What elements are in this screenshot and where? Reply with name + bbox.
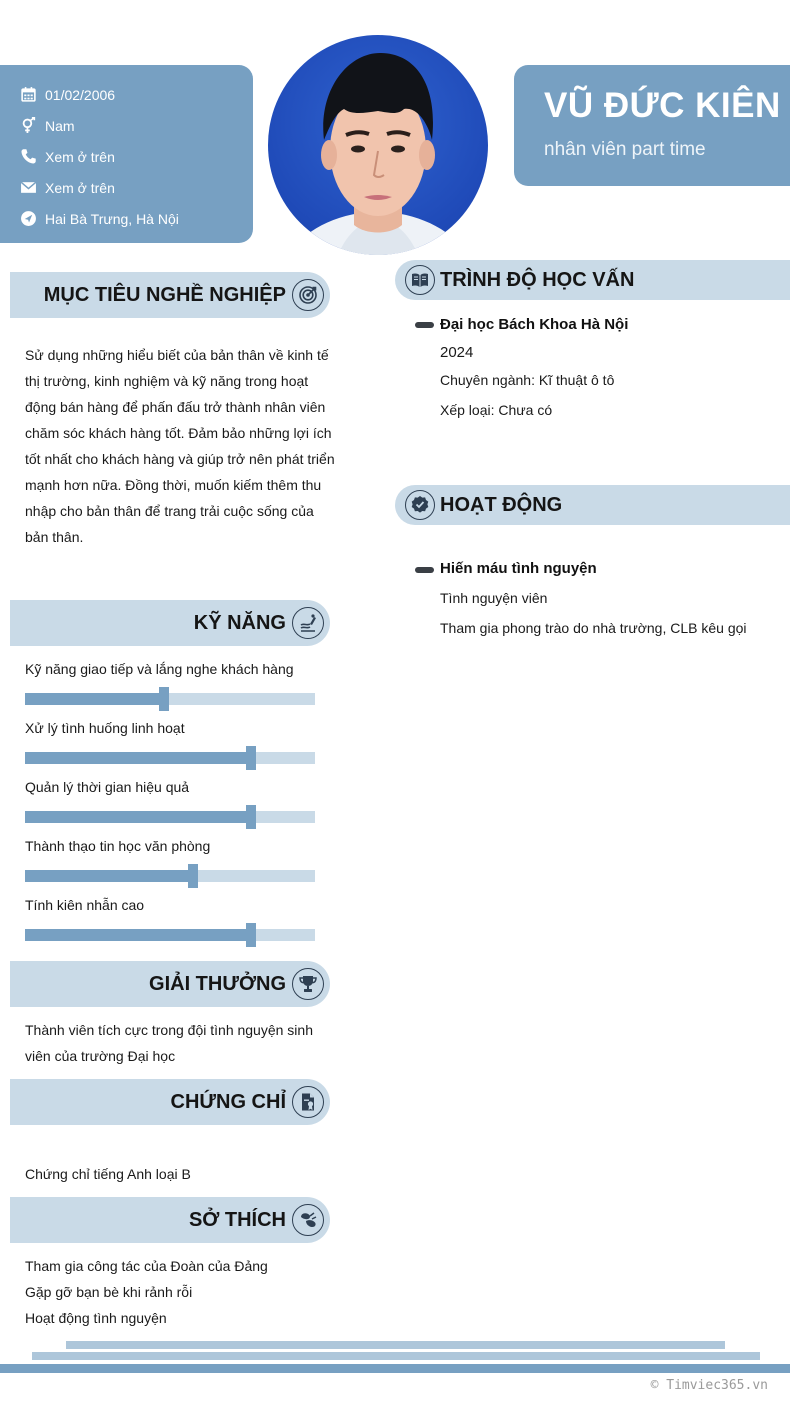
certificates-header xyxy=(10,1079,330,1125)
candidate-position: nhân viên part time xyxy=(544,139,706,160)
skill-item xyxy=(25,837,315,882)
skill-bar-fill xyxy=(25,811,251,823)
skill-bar-fill xyxy=(25,693,164,705)
location-icon xyxy=(20,210,37,227)
contact-card xyxy=(0,65,253,243)
education-title: TRÌNH ĐỘ HỌC VẤN xyxy=(440,268,635,291)
skill-bar-knob xyxy=(246,805,256,829)
footer-copyright: © Timviec365.vn xyxy=(650,1378,768,1393)
education-entry xyxy=(415,315,785,418)
certificate-icon xyxy=(292,1086,324,1118)
objective-title: MỤC TIÊU NGHỀ NGHIỆP xyxy=(43,283,286,306)
skill-name: Quản lý thời gian hiệu quả xyxy=(25,779,190,795)
skills-title: KỸ NĂNG xyxy=(193,611,286,634)
contact-birthday-value: 01/02/2006 xyxy=(45,86,116,103)
contact-address xyxy=(20,203,253,234)
education-header xyxy=(395,260,790,300)
avatar xyxy=(268,35,488,255)
objective-text: Sử dụng những hiểu biết của bản thân về kinh tế thị trường, kinh nghiệm và kỹ năng trong hoạt động bán hàng để phấn đấu trở thành nhân viên chăm sóc khách hàng tốt. Đảm bảo những lợi ích tốt nhất cho khách hàng và giúp trở nên phát triển mạnh hơn nữa. Đồng thời, muốn kiếm thêm thu nhập cho bản thân để trang trải cuộc sống của bản thân. xyxy=(25,347,335,545)
gender-icon xyxy=(20,117,37,134)
skill-item xyxy=(25,660,315,705)
contact-email-value: Xem ở trên xyxy=(45,179,115,196)
activities-header xyxy=(395,485,790,525)
skill-name: Tính kiên nhẫn cao xyxy=(25,897,145,913)
hobby-item: Hoạt động tình nguyện xyxy=(25,1310,167,1326)
candidate-name: VŨ ĐỨC KIÊN xyxy=(544,86,781,125)
education-major: Chuyên ngành: Kĩ thuật ô tô xyxy=(440,372,615,388)
bullet-dash xyxy=(415,567,434,573)
contact-gender xyxy=(20,110,253,141)
skills-header xyxy=(10,600,330,646)
name-card xyxy=(514,65,790,186)
contact-gender-value: Nam xyxy=(45,117,75,134)
email-icon xyxy=(20,179,37,196)
target-icon xyxy=(292,279,324,311)
footer-bar-top xyxy=(66,1341,725,1349)
awards-title: GIẢI THƯỞNG xyxy=(149,972,286,995)
skill-bar xyxy=(25,870,315,882)
skill-bar-fill xyxy=(25,929,251,941)
awards-text: Thành viên tích cực trong đội tình nguyện sinh viên của trường Đại học xyxy=(25,1022,313,1064)
skill-item xyxy=(25,896,315,941)
activity-role: Tình nguyện viên xyxy=(440,590,548,606)
skill-name: Xử lý tình huống linh hoạt xyxy=(25,720,185,736)
hobby-item: Tham gia công tác của Đoàn của Đảng xyxy=(25,1258,268,1274)
skill-item xyxy=(25,719,315,764)
skill-bar xyxy=(25,811,315,823)
contact-phone-value: Xem ở trên xyxy=(45,148,115,165)
trophy-icon xyxy=(292,968,324,1000)
skill-bar-knob xyxy=(159,687,169,711)
hobbies-list xyxy=(25,1253,335,1331)
skill-bar-fill xyxy=(25,870,193,882)
contact-birthday xyxy=(20,79,253,110)
footer-bar-bottom xyxy=(0,1364,790,1373)
skill-bar xyxy=(25,693,315,705)
education-school: Đại học Bách Khoa Hà Nội xyxy=(440,316,629,333)
contact-address-value: Hai Bà Trưng, Hà Nội xyxy=(45,210,179,227)
book-icon xyxy=(405,265,435,295)
contact-phone xyxy=(20,141,253,172)
skill-bar-fill xyxy=(25,752,251,764)
skill-name: Kỹ năng giao tiếp và lắng nghe khách hàng xyxy=(25,661,294,677)
activity-entry xyxy=(415,559,785,636)
skill-bar-knob xyxy=(246,746,256,770)
skill-bar xyxy=(25,752,315,764)
bullet-dash xyxy=(415,322,434,328)
hobbies-icon xyxy=(292,1204,324,1236)
certificates-title: CHỨNG CHỈ xyxy=(170,1090,286,1113)
activities-title: HOẠT ĐỘNG xyxy=(440,493,563,516)
skill-name: Thành thạo tin học văn phòng xyxy=(25,838,211,854)
phone-icon xyxy=(20,148,37,165)
contact-email xyxy=(20,172,253,203)
education-year: 2024 xyxy=(440,344,474,361)
hobby-item: Gặp gỡ bạn bè khi rảnh rỗi xyxy=(25,1284,193,1300)
certificates-text: Chứng chỉ tiếng Anh loại B xyxy=(25,1166,191,1182)
objective-header xyxy=(10,272,330,318)
awards-header xyxy=(10,961,330,1007)
skill-bar xyxy=(25,929,315,941)
skill-bar-knob xyxy=(246,923,256,947)
education-grade: Xếp loại: Chưa có xyxy=(440,402,553,418)
portrait-photo-icon xyxy=(268,35,488,255)
skills-icon xyxy=(292,607,324,639)
skill-item xyxy=(25,778,315,823)
activity-description: Tham gia phong trào do nhà trường, CLB kêu gọi xyxy=(440,620,747,636)
calendar-icon xyxy=(20,86,37,103)
footer-bar-middle xyxy=(32,1352,760,1360)
skill-bar-knob xyxy=(188,864,198,888)
activity-name: Hiến máu tình nguyện xyxy=(440,560,597,577)
hobbies-header xyxy=(10,1197,330,1243)
hobbies-title: SỞ THÍCH xyxy=(188,1208,286,1231)
badge-check-icon xyxy=(405,490,435,520)
